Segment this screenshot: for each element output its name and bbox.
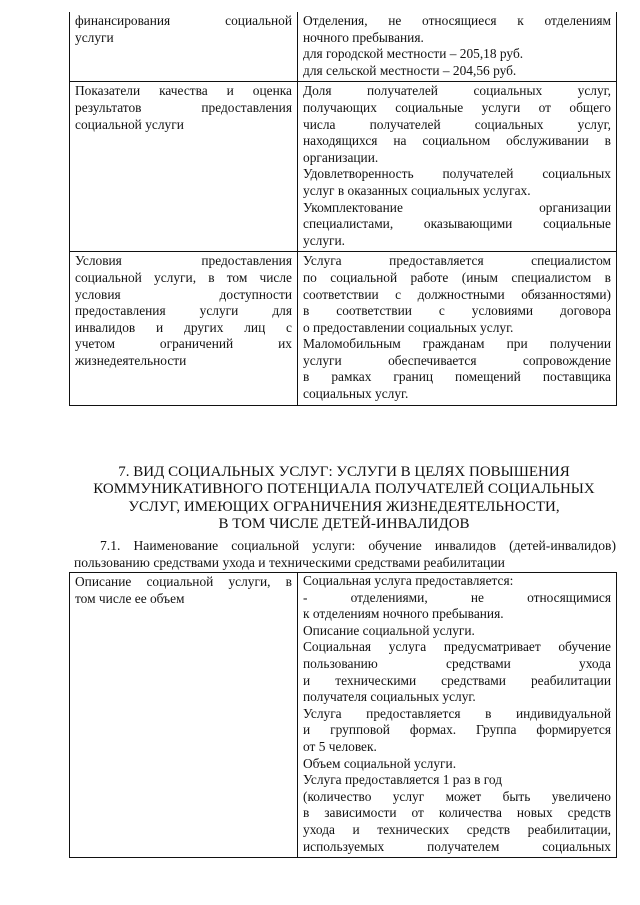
subsection-heading-line: пользованию средствами ухода и техническими средствами реабилитации bbox=[74, 554, 505, 570]
table-top bbox=[69, 12, 617, 406]
row-content bbox=[298, 82, 617, 252]
row-label-line: инвалидов и других лиц с bbox=[75, 319, 292, 335]
row-content-line: Описание социальной услуги. bbox=[303, 622, 475, 638]
row-label-line: предоставления услуги для bbox=[75, 303, 292, 319]
row-content-line: Объем социальной услуги. bbox=[303, 755, 457, 771]
row-content-line: по социальной работе (иным специалистом в bbox=[303, 269, 611, 285]
section-heading-line: В ТОМ ЧИСЛЕ ДЕТЕЙ-ИНВАЛИДОВ bbox=[218, 516, 470, 533]
row-content-line: Социальная услуга предусматривает обучение bbox=[303, 639, 611, 655]
row-content-line: и групповой формах. Группа формируется bbox=[303, 722, 611, 738]
row-content-line: для сельской местности – 204,56 руб. bbox=[303, 62, 517, 78]
row-label-line: результатов предоставления bbox=[75, 99, 292, 115]
row-content-line: Услуга предоставляется специалистом bbox=[303, 253, 611, 269]
row-content-line: специалистами, оказывающими социальные bbox=[303, 216, 611, 232]
table-bottom bbox=[69, 572, 617, 858]
row-content-line: пользованию средствами ухода bbox=[303, 655, 611, 671]
table-row bbox=[70, 252, 617, 405]
row-content-description bbox=[298, 573, 617, 858]
row-content-line: в соответствии с условиями договора bbox=[303, 303, 611, 319]
subsection-heading bbox=[74, 538, 616, 571]
section-heading-line: УСЛУГ, ИМЕЮЩИХ ОГРАНИЧЕНИЯ ЖИЗНЕДЕЯТЕЛЬНОСТИ, bbox=[128, 498, 560, 515]
row-content-line: - отделениями, не относящимися bbox=[303, 589, 611, 605]
row-label-line: Показатели качества и оценка bbox=[75, 83, 292, 99]
row-content-line: используемых получателем социальных bbox=[303, 838, 611, 854]
row-label bbox=[70, 82, 298, 252]
row-content-line: Социальная услуга предоставляется: bbox=[303, 573, 514, 588]
row-content-line: числа получателей социальных услуг, bbox=[303, 116, 611, 132]
row-label-line: Описание социальной услуги, в bbox=[75, 574, 292, 589]
row-content-line: и техническими средствами реабилитации bbox=[303, 672, 611, 688]
row-content-line: услуги. bbox=[303, 232, 346, 248]
table-row-description bbox=[70, 573, 617, 858]
table-row bbox=[70, 82, 617, 252]
row-content-line: услуги обеспечивается сопровождение bbox=[303, 352, 611, 368]
row-label-line: жизнедеятельности bbox=[75, 352, 187, 368]
row-label-line: социальной услуги bbox=[75, 116, 184, 132]
row-content-line: Отделения, не относящиеся к отделениям bbox=[303, 13, 611, 28]
section-heading bbox=[74, 464, 614, 534]
row-content-line: в зависимости от количества новых средств bbox=[303, 805, 611, 821]
row-label-line: услуги bbox=[75, 29, 114, 45]
row-label-line: Условия предоставления bbox=[75, 253, 292, 269]
row-content bbox=[298, 12, 617, 82]
row-label-line: том числе ее объем bbox=[75, 590, 185, 606]
section-heading-line: КОММУНИКАТИВНОГО ПОТЕНЦИАЛА ПОЛУЧАТЕЛЕЙ СОЦИАЛЬНЫХ bbox=[93, 481, 595, 498]
row-content-line: для городской местности – 205,18 руб. bbox=[303, 46, 524, 62]
row-content-line: ухода и технических средств реабилитации, bbox=[303, 821, 611, 837]
row-content-line: к отделениям ночного пребывания. bbox=[303, 606, 504, 622]
row-content bbox=[298, 252, 617, 405]
section-heading-line: 7. ВИД СОЦИАЛЬНЫХ УСЛУГ: УСЛУГИ В ЦЕЛЯХ ПОВЫШЕНИЯ bbox=[118, 464, 570, 480]
row-content-line: Маломобильным гражданам при получении bbox=[303, 336, 611, 352]
row-content-line: в рамках границ помещений поставщика bbox=[303, 369, 611, 385]
row-label-line: финансирования социальной bbox=[75, 13, 292, 28]
row-content-line: Доля получателей социальных услуг, bbox=[303, 83, 611, 99]
row-label-line: социальной услуги, в том числе bbox=[75, 269, 292, 285]
row-content-line: (количество услуг может быть увеличено bbox=[303, 788, 611, 804]
row-label bbox=[70, 252, 298, 405]
row-label-line: учетом ограничений их bbox=[75, 336, 292, 352]
row-content-line: Услуга предоставляется 1 раз в год bbox=[303, 772, 503, 788]
row-label bbox=[70, 12, 298, 82]
row-content-line: ночного пребывания. bbox=[303, 29, 424, 45]
row-content-line: от 5 человек. bbox=[303, 738, 377, 754]
row-content-line: получателя социальных услуг. bbox=[303, 689, 476, 705]
row-content-line: о предоставлении социальных услуг. bbox=[303, 319, 514, 335]
row-content-line: Услуга предоставляется в индивидуальной bbox=[303, 705, 611, 721]
row-content-line: социальных услуг. bbox=[303, 386, 409, 402]
row-label-description bbox=[70, 573, 298, 858]
row-content-line: соответствии с должностными обязанностями) bbox=[303, 286, 611, 302]
subsection-heading-line: 7.1. Наименование социальной услуги: обучение инвалидов (детей-инвалидов) bbox=[100, 538, 616, 553]
row-content-line: получающих социальные услуги от общего bbox=[303, 99, 611, 115]
row-content-line: Удовлетворенность получателей социальных bbox=[303, 166, 611, 182]
row-content-line: организации. bbox=[303, 149, 379, 165]
row-content-line: услуг в оказанных социальных услугах. bbox=[303, 182, 531, 198]
table-row bbox=[70, 12, 617, 82]
row-content-line: Укомплектование организации bbox=[303, 199, 611, 215]
row-label-line: условия доступности bbox=[75, 286, 292, 302]
row-content-line: находящихся на социальном обслуживании в bbox=[303, 133, 611, 149]
table-top-body bbox=[70, 12, 617, 405]
